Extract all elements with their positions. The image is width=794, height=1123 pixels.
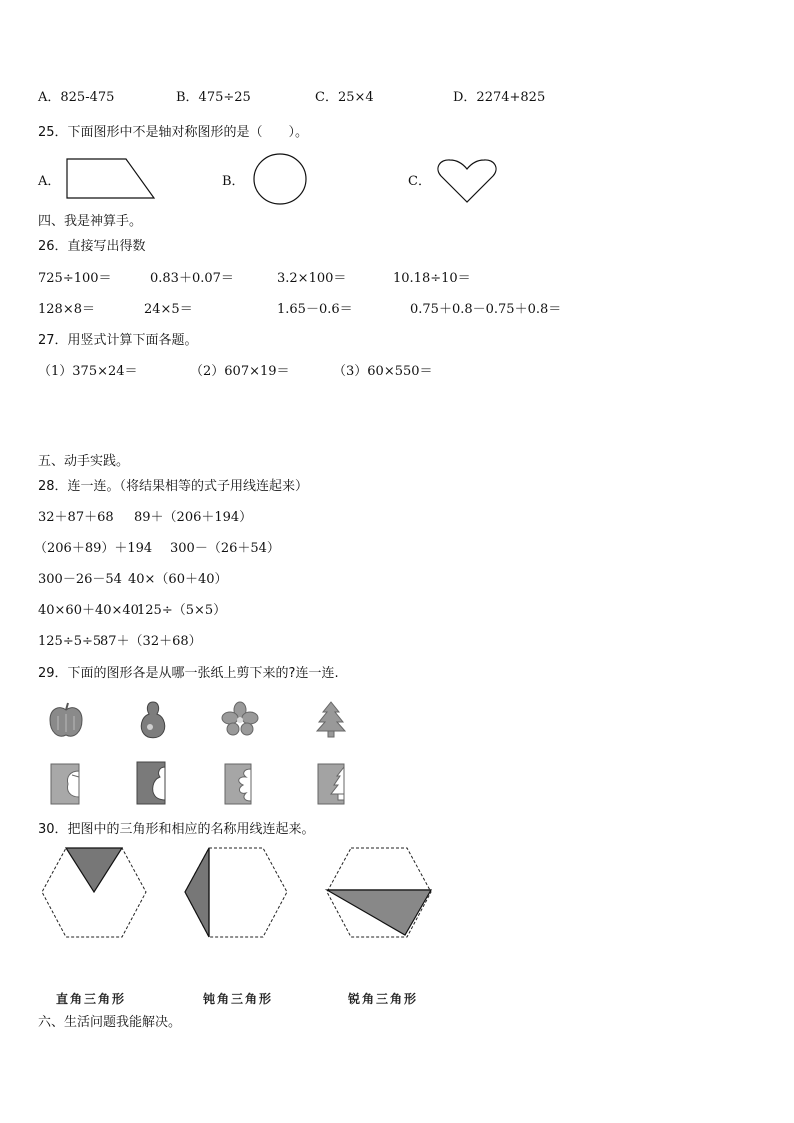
- hexagon-figure-3: [325, 846, 433, 940]
- paper-a-icon: [50, 763, 80, 805]
- q26-r1-c3: 3.2×100＝: [277, 271, 347, 286]
- q25-label-a: A．: [38, 174, 61, 189]
- q28-right-5: 87＋（32＋68）: [100, 634, 202, 649]
- q24-option-b: B．475÷25: [176, 90, 251, 105]
- section-6-heading: 六、生活问题我能解决。: [38, 1015, 182, 1030]
- q24-option-c: C．25×4: [315, 90, 374, 105]
- q30-stem: 30．把图中的三角形和相应的名称用线连起来。: [38, 822, 315, 837]
- heart-shape: [437, 158, 497, 204]
- q28-left-3: 300－26－54: [38, 572, 122, 587]
- paper-d-icon: [317, 763, 345, 805]
- circle-shape: [253, 153, 309, 205]
- q28-left-5: 125÷5÷5: [38, 634, 102, 649]
- hexagon-figure-2: [183, 846, 289, 940]
- q28-right-3: 40×（60＋40）: [128, 572, 228, 587]
- q26-r2-c1: 128×8＝: [38, 302, 95, 317]
- q27-item-2: （2）607×19＝: [190, 364, 290, 379]
- q27-stem: 27．用竖式计算下面各题。: [38, 333, 198, 348]
- q28-left-2: （206＋89）＋194: [34, 541, 153, 556]
- hexagon-figure-1: [40, 846, 148, 940]
- q26-r1-c4: 10.18÷10＝: [393, 271, 471, 286]
- q28-right-1: 89＋（206＋194）: [134, 510, 253, 525]
- gourd-cutout-icon: [138, 700, 168, 740]
- q26-r2-c2: 24×5＝: [144, 302, 193, 317]
- trapezoid-shape: [66, 158, 156, 200]
- q29-stem: 29．下面的图形各是从哪一张纸上剪下来的?连一连.: [38, 666, 339, 681]
- apple-cutout-icon: [48, 702, 84, 740]
- q25-label-c: C．: [408, 174, 431, 189]
- tree-cutout-icon: [315, 700, 347, 738]
- q24-option-a: A．825-475: [38, 90, 115, 105]
- section-4-heading: 四、我是神算手。: [38, 214, 143, 229]
- paper-c-icon: [224, 763, 252, 805]
- q28-left-1: 32＋87＋68: [38, 510, 114, 525]
- section-5-heading: 五、动手实践。: [38, 454, 130, 469]
- q28-right-4: 125÷（5×5）: [137, 603, 227, 618]
- q28-left-4: 40×60＋40×40: [38, 603, 139, 618]
- q25-label-b: B．: [222, 174, 245, 189]
- flower-cutout-icon: [222, 702, 258, 736]
- q27-item-1: （1）375×24＝: [38, 364, 138, 379]
- q26-r2-c4: 0.75＋0.8－0.75＋0.8＝: [410, 302, 562, 317]
- q27-item-3: （3）60×550＝: [333, 364, 433, 379]
- q28-right-2: 300－（26＋54）: [170, 541, 280, 556]
- q26-r2-c3: 1.65－0.6＝: [277, 302, 353, 317]
- q28-stem: 28．连一连。（将结果相等的式子用线连起来）: [38, 479, 309, 494]
- q26-r1-c1: 725÷100＝: [38, 271, 112, 286]
- paper-b-icon: [136, 761, 166, 805]
- q30-name-right-triangle: 直角三角形: [56, 992, 127, 1006]
- q25-stem: 25．下面图形中不是轴对称图形的是（ ）。: [38, 125, 309, 140]
- q26-r1-c2: 0.83＋0.07＝: [150, 271, 234, 286]
- q26-stem: 26．直接写出得数: [38, 239, 146, 254]
- q30-name-acute-triangle: 锐角三角形: [348, 992, 419, 1006]
- q30-name-obtuse-triangle: 钝角三角形: [203, 992, 274, 1006]
- q24-option-d: D．2274+825: [453, 90, 546, 105]
